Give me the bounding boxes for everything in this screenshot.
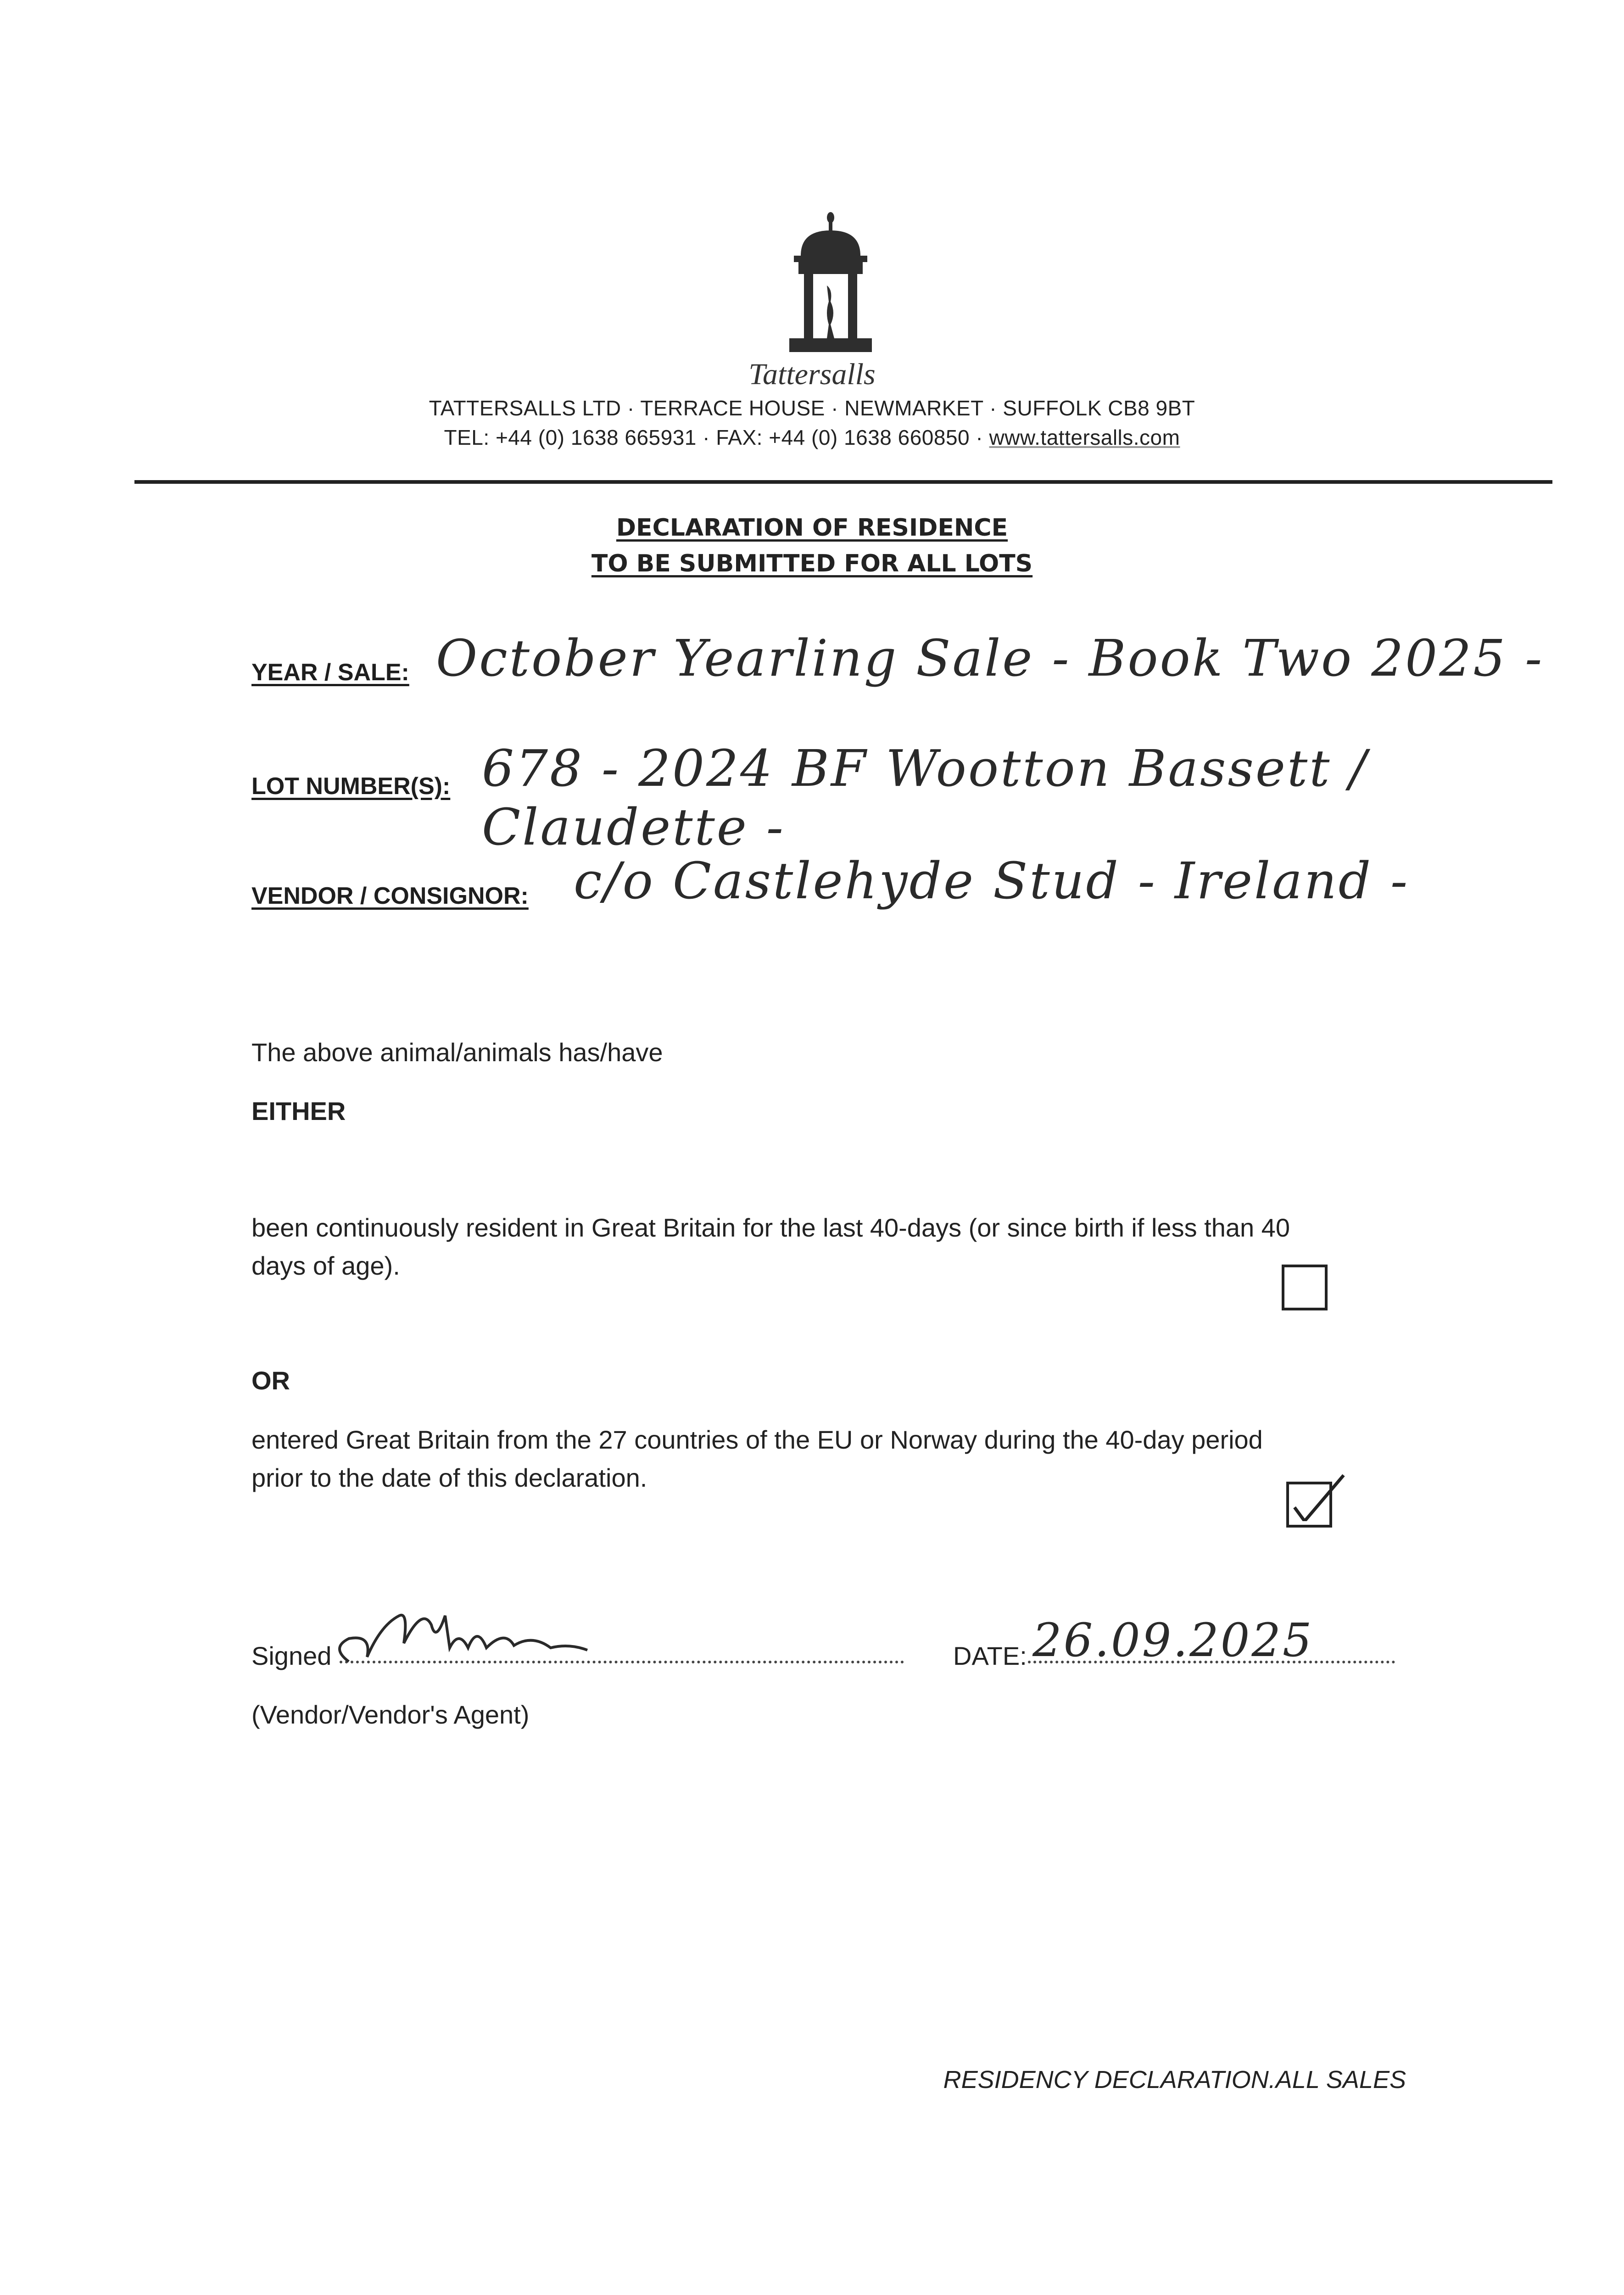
or-label: OR xyxy=(251,1366,290,1395)
lot-number-label: LOT NUMBER(S): xyxy=(251,773,451,800)
website-link[interactable]: www.tattersalls.com xyxy=(989,425,1180,449)
option2-checkbox[interactable] xyxy=(1286,1482,1332,1528)
year-sale-label: YEAR / SALE: xyxy=(251,659,409,686)
option2-text-line2: prior to the date of this declaration. xyxy=(251,1463,647,1492)
intro-text: The above animal/animals has/have xyxy=(251,1038,663,1067)
contact-numbers: TEL: +44 (0) 1638 665931 · FAX: +44 (0) 1638 660850 · xyxy=(444,425,989,449)
year-sale-value[interactable]: October Yearling Sale - Book Two 2025 - xyxy=(436,629,1544,688)
date-value[interactable]: 26.09.2025 xyxy=(1032,1613,1314,1667)
signed-label: Signed xyxy=(251,1641,332,1670)
lot-number-value[interactable]: 678 - 2024 BF Wootton Bassett / Claudette - xyxy=(482,739,1368,856)
footer-reference: RESIDENCY DECLARATION.ALL SALES xyxy=(943,2066,1406,2093)
vendor-value[interactable]: c/o Castlehyde Stud - Ireland - xyxy=(574,851,1410,910)
contact-line xyxy=(0,425,1624,450)
form-title: DECLARATION OF RESIDENCE xyxy=(616,514,1008,542)
form-subtitle: TO BE SUBMITTED FOR ALL LOTS xyxy=(591,550,1033,577)
option2-text-line1: entered Great Britain from the 27 countries of the EU or Norway during the 40-day period xyxy=(251,1425,1263,1454)
checkmark-icon xyxy=(1286,1471,1346,1521)
handwritten-signature xyxy=(330,1597,615,1675)
signer-role: (Vendor/Vendor's Agent) xyxy=(251,1700,530,1729)
header-divider xyxy=(134,480,1552,484)
either-label: EITHER xyxy=(251,1097,346,1125)
company-address: TATTERSALLS LTD · TERRACE HOUSE · NEWMARKET · SUFFOLK CB8 9BT xyxy=(429,396,1195,420)
vendor-label: VENDOR / CONSIGNOR: xyxy=(251,883,529,909)
tattersalls-logo xyxy=(776,212,886,354)
option1-checkbox[interactable] xyxy=(1282,1265,1328,1310)
brand-name: Tattersalls xyxy=(748,358,876,391)
option1-text-line2: days of age). xyxy=(251,1251,400,1280)
option1-text-line1: been continuously resident in Great Britain for the last 40-days (or since birth if less than 40 xyxy=(251,1213,1290,1242)
date-label: DATE: xyxy=(953,1641,1027,1670)
